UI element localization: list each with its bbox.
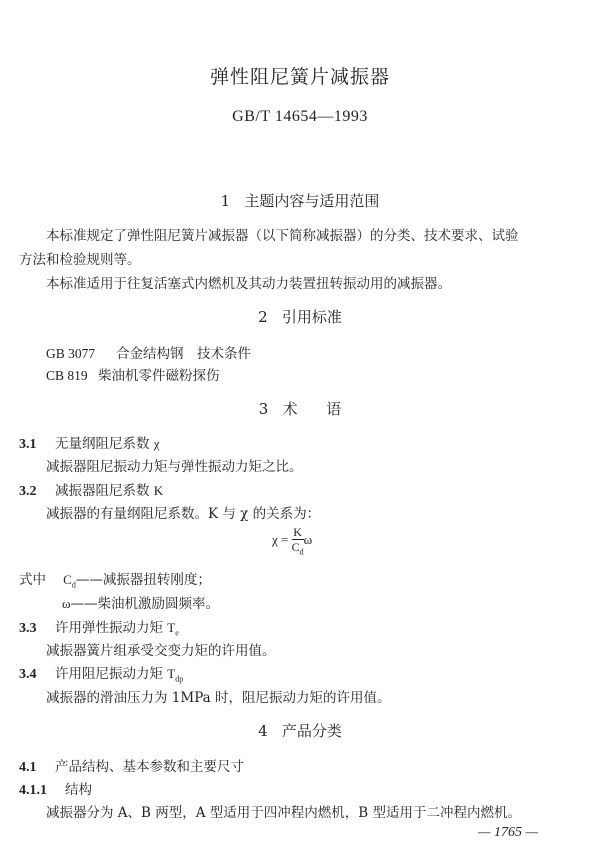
clause-4-1-number: 4.1 bbox=[19, 760, 37, 775]
equation-denominator bbox=[292, 540, 304, 556]
term-3-2 bbox=[19, 479, 163, 500]
section-1-number: 1 bbox=[220, 192, 231, 210]
section-2-title: 引用标准 bbox=[281, 308, 342, 326]
term-3-4-symbol bbox=[167, 666, 184, 684]
where-2-symbol: ω bbox=[62, 596, 71, 611]
clause-4-1-1-number: 4.1.1 bbox=[19, 783, 47, 798]
section-1-title: 主题内容与适用范围 bbox=[244, 192, 380, 210]
section-4-title: 产品分类 bbox=[281, 722, 342, 740]
reference-2-title: 柴油机零件磁粉探伤 bbox=[98, 368, 220, 384]
term-3-2-symbol: K bbox=[153, 483, 164, 498]
page-number: — 1765 — bbox=[478, 825, 538, 840]
where-label: 式中 bbox=[19, 572, 46, 588]
where-2-text: ——柴油机激励圆频率。 bbox=[70, 596, 220, 612]
equation-denominator-subscript: d bbox=[299, 547, 304, 557]
reference-2 bbox=[46, 364, 220, 384]
section-1-para1-line1: 本标准规定了弹性阻尼簧片减振器（以下简称减振器）的分类、技术要求、试验 bbox=[46, 228, 519, 244]
reference-1-code: GB 3077 bbox=[46, 346, 96, 361]
equation-denominator-symbol: C bbox=[291, 540, 300, 554]
where-line-2 bbox=[62, 592, 219, 612]
equation bbox=[272, 526, 312, 556]
equation-lhs: χ = bbox=[272, 532, 289, 548]
clause-4-1-title: 产品结构、基本参数和主要尺寸 bbox=[55, 759, 244, 775]
where-1-text: ——减振器扭转刚度； bbox=[75, 572, 211, 588]
term-3-3 bbox=[19, 616, 179, 638]
clause-4-1-1 bbox=[19, 778, 92, 799]
term-3-2-definition: 减振器的有量纲阻尼系数。K 与 χ 的关系为： bbox=[46, 506, 321, 522]
term-3-3-symbol-subscript: e bbox=[175, 628, 179, 638]
equation-fraction bbox=[292, 526, 304, 556]
section-4-number: 4 bbox=[258, 722, 268, 740]
section-2-number: 2 bbox=[258, 308, 268, 326]
where-1-symbol bbox=[63, 572, 76, 590]
clause-4-1 bbox=[19, 755, 244, 776]
term-3-3-symbol-letter: T bbox=[167, 620, 176, 635]
reference-1-title: 合金结构钢 技术条件 bbox=[116, 346, 251, 362]
section-1-para1-line2: 方法和检验规则等。 bbox=[19, 252, 141, 268]
term-3-4-number: 3.4 bbox=[19, 667, 37, 682]
term-3-4-symbol-letter: T bbox=[167, 666, 176, 681]
equation-numerator: K bbox=[293, 525, 302, 539]
standard-number: GB/T 14654—1993 bbox=[232, 108, 368, 125]
clause-4-1-1-text: 减振器分为 A、B 两型，A 型适用于四冲程内燃机，B 型适用于二冲程内燃机。 bbox=[46, 805, 522, 821]
term-3-4 bbox=[19, 662, 183, 684]
term-3-1 bbox=[19, 432, 160, 453]
where-1-symbol-subscript: d bbox=[71, 580, 76, 590]
reference-1 bbox=[46, 342, 251, 362]
term-3-1-definition: 减振器阻尼振动力矩与弹性振动力矩之比。 bbox=[46, 459, 303, 475]
term-3-2-name: 减振器阻尼系数 bbox=[55, 483, 150, 499]
equation-tail: ω bbox=[303, 532, 313, 548]
term-3-3-number: 3.3 bbox=[19, 621, 37, 636]
section-3-heading bbox=[0, 398, 600, 419]
where-line-1 bbox=[19, 568, 211, 590]
section-4-heading bbox=[0, 720, 600, 741]
term-3-3-definition: 减振器簧片组承受交变力矩的许用值。 bbox=[46, 643, 276, 659]
term-3-1-symbol: χ bbox=[153, 436, 160, 451]
term-3-1-number: 3.1 bbox=[19, 437, 37, 452]
where-1-symbol-letter: C bbox=[63, 572, 72, 587]
reference-2-code: CB 819 bbox=[46, 368, 88, 383]
term-3-3-name: 许用弹性振动力矩 bbox=[55, 620, 163, 636]
section-3-title-part1: 术 bbox=[282, 400, 298, 418]
term-3-4-definition: 减振器的滑油压力为 1MPa 时，阻尼振动力矩的许用值。 bbox=[46, 690, 391, 706]
document-title: 弹性阻尼簧片减振器 bbox=[209, 66, 390, 88]
section-3-title-part2: 语 bbox=[326, 400, 342, 418]
section-1-para2: 本标准适用于往复活塞式内燃机及其动力装置扭转振动用的减振器。 bbox=[46, 276, 451, 292]
section-2-heading bbox=[0, 306, 600, 327]
clause-4-1-1-title: 结构 bbox=[65, 782, 92, 798]
term-3-1-name: 无量纲阻尼系数 bbox=[55, 436, 150, 452]
term-3-2-number: 3.2 bbox=[19, 484, 37, 499]
term-3-3-symbol bbox=[167, 620, 179, 638]
term-3-4-symbol-subscript: dp bbox=[175, 674, 184, 684]
section-1-heading bbox=[0, 190, 600, 211]
term-3-4-name: 许用阻尼振动力矩 bbox=[55, 666, 163, 682]
section-3-number: 3 bbox=[258, 400, 269, 418]
